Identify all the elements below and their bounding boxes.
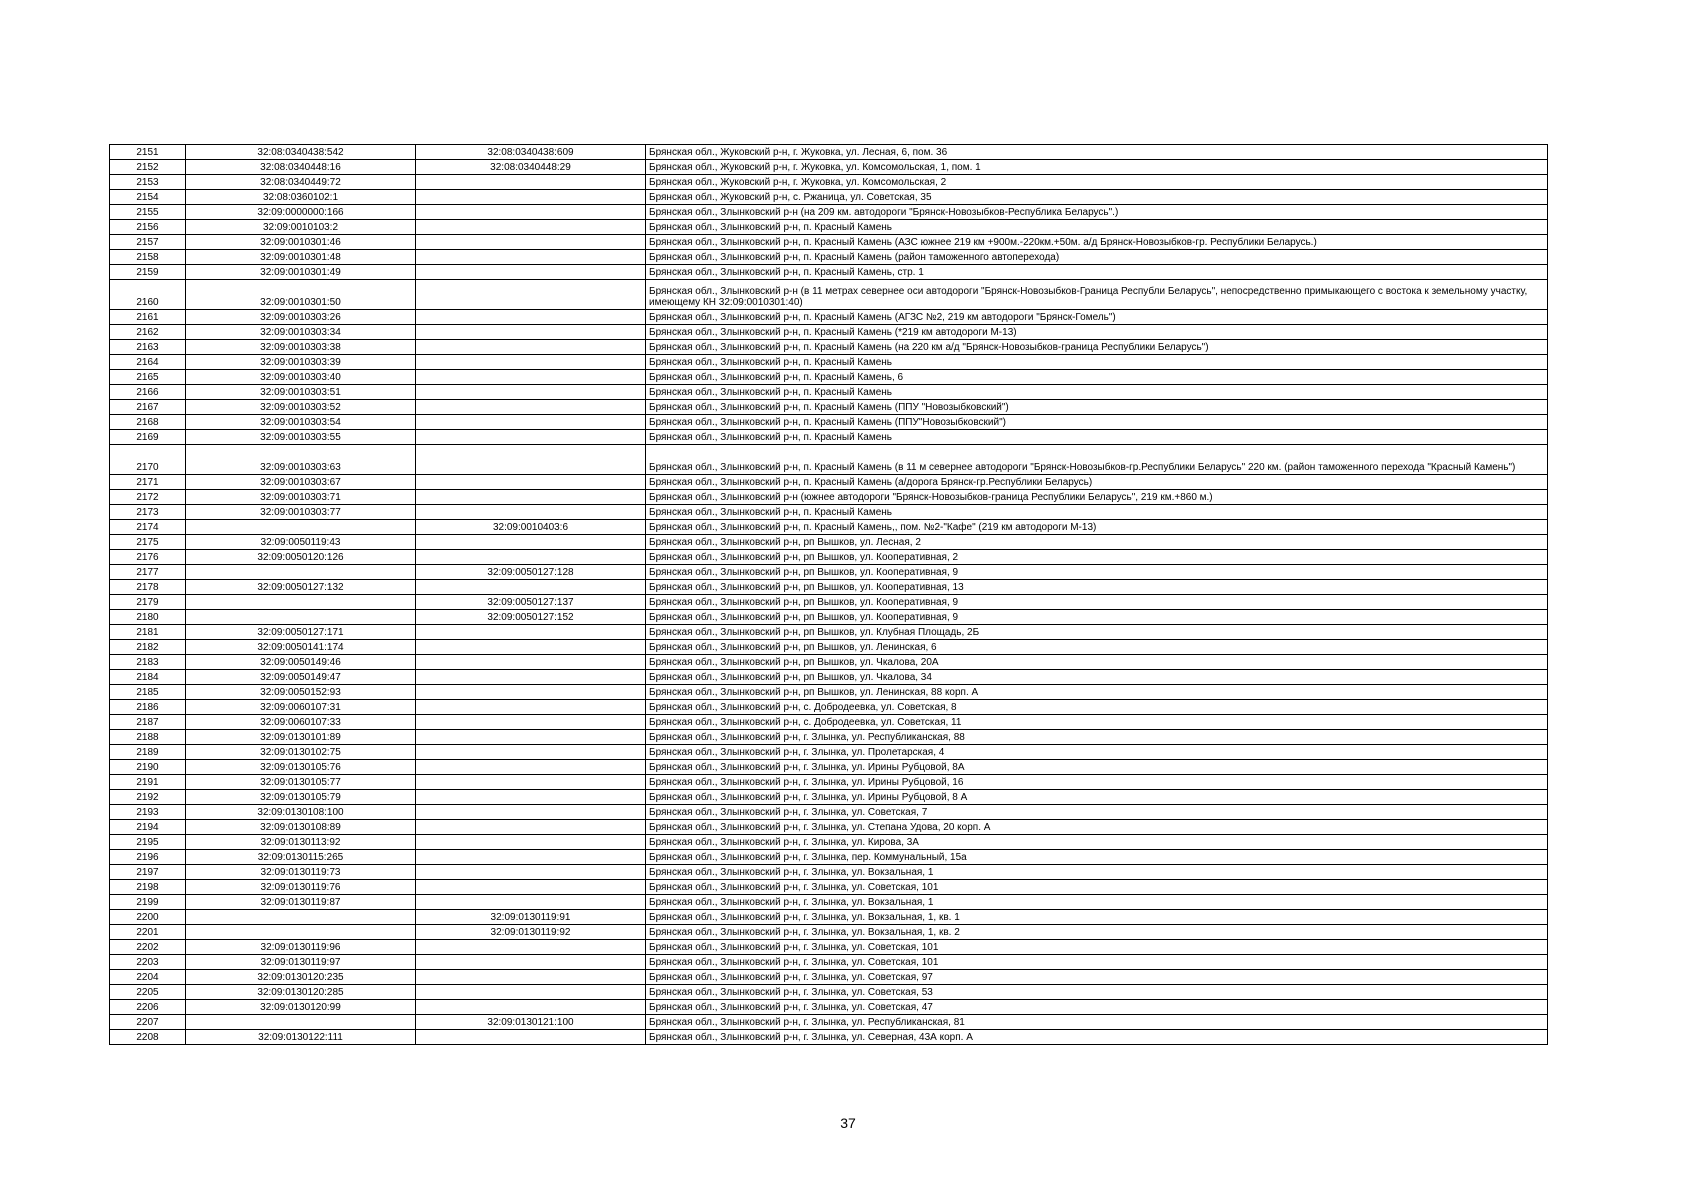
- premises-cadastral-number-cell: [416, 655, 646, 670]
- table-row: [110, 700, 1548, 715]
- address-cell: Брянская обл., Злынковский р-н, г. Злынка, пер. Коммунальный, 15а: [646, 850, 1548, 865]
- cadastral-number-cell: [186, 925, 416, 940]
- address-cell: Брянская обл., Злынковский р-н, г. Злынка, ул. Советская, 101: [646, 955, 1548, 970]
- page-number: 37: [840, 1115, 856, 1131]
- cadastral-number-cell: 32:09:0130119:96: [186, 940, 416, 955]
- cadastral-number-cell: 32:09:0130119:76: [186, 880, 416, 895]
- table-row: [110, 325, 1548, 340]
- cadastral-number-cell: 32:08:0360102:1: [186, 190, 416, 205]
- table-row: [110, 550, 1548, 565]
- cadastral-number-cell: 32:09:0050152:93: [186, 685, 416, 700]
- table-row: [110, 505, 1548, 520]
- row-number-cell: 2163: [110, 340, 186, 355]
- address-cell: Брянская обл., Злынковский р-н, рп Вышков, ул. Чкалова, 34: [646, 670, 1548, 685]
- row-number-cell: 2196: [110, 850, 186, 865]
- table-row: [110, 670, 1548, 685]
- premises-cadastral-number-cell: [416, 220, 646, 235]
- cadastral-number-cell: 32:09:0010303:55: [186, 430, 416, 445]
- cadastral-number-cell: 32:09:0060107:33: [186, 715, 416, 730]
- premises-cadastral-number-cell: [416, 385, 646, 400]
- row-number-cell: 2193: [110, 805, 186, 820]
- premises-cadastral-number-cell: [416, 415, 646, 430]
- cadastral-number-cell: 32:09:0010303:71: [186, 490, 416, 505]
- address-cell: Брянская обл., Злынковский р-н, п. Красный Камень: [646, 385, 1548, 400]
- table-row: [110, 370, 1548, 385]
- premises-cadastral-number-cell: [416, 205, 646, 220]
- premises-cadastral-number-cell: [416, 400, 646, 415]
- premises-cadastral-number-cell: [416, 805, 646, 820]
- premises-cadastral-number-cell: [416, 235, 646, 250]
- cadastral-number-cell: 32:09:0050127:171: [186, 625, 416, 640]
- cadastral-number-cell: 32:09:0010103:2: [186, 220, 416, 235]
- address-cell: Брянская обл., Злынковский р-н, п. Красный Камень, 6: [646, 370, 1548, 385]
- address-cell: Брянская обл., Злынковский р-н, рп Вышков, ул. Клубная Площадь, 2Б: [646, 625, 1548, 640]
- row-number-cell: 2182: [110, 640, 186, 655]
- premises-cadastral-number-cell: [416, 640, 646, 655]
- table-row: [110, 970, 1548, 985]
- table-row: [110, 565, 1548, 580]
- address-cell: Брянская обл., Злынковский р-н, г. Злынка, ул. Вокзальная, 1, кв. 1: [646, 910, 1548, 925]
- address-cell: Брянская обл., Злынковский р-н, п. Красный Камень (*219 км автодороги М-13): [646, 325, 1548, 340]
- address-cell: Брянская обл., Жуковский р-н, с. Ржаница, ул. Советская, 35: [646, 190, 1548, 205]
- row-number-cell: 2158: [110, 250, 186, 265]
- cadastral-number-cell: 32:09:0130108:100: [186, 805, 416, 820]
- premises-cadastral-number-cell: [416, 535, 646, 550]
- row-number-cell: 2191: [110, 775, 186, 790]
- premises-cadastral-number-cell: [416, 445, 646, 475]
- row-number-cell: 2169: [110, 430, 186, 445]
- table-row: [110, 805, 1548, 820]
- cadastral-number-cell: 32:09:0010301:48: [186, 250, 416, 265]
- row-number-cell: 2206: [110, 1000, 186, 1015]
- row-number-cell: 2183: [110, 655, 186, 670]
- cadastral-number-cell: 32:09:0050120:126: [186, 550, 416, 565]
- address-cell: Брянская обл., Жуковский р-н, г. Жуковка, ул. Комсомольская, 2: [646, 175, 1548, 190]
- address-cell: Брянская обл., Злынковский р-н, с. Добродеевка, ул. Советская, 11: [646, 715, 1548, 730]
- cadastral-number-cell: 32:09:0130120:99: [186, 1000, 416, 1015]
- cadastral-number-cell: 32:09:0010303:40: [186, 370, 416, 385]
- cadastral-number-cell: 32:09:0130101:89: [186, 730, 416, 745]
- premises-cadastral-number-cell: 32:08:0340438:609: [416, 145, 646, 160]
- address-cell: Брянская обл., Злынковский р-н, п. Красный Камень (ППУ"Новозыбковский"): [646, 415, 1548, 430]
- row-number-cell: 2188: [110, 730, 186, 745]
- row-number-cell: 2159: [110, 265, 186, 280]
- address-cell: Брянская обл., Злынковский р-н, г. Злынка, ул. Ирины Рубцовой, 16: [646, 775, 1548, 790]
- table-row: [110, 820, 1548, 835]
- cadastral-number-cell: 32:08:0340449:72: [186, 175, 416, 190]
- premises-cadastral-number-cell: [416, 880, 646, 895]
- row-number-cell: 2187: [110, 715, 186, 730]
- row-number-cell: 2178: [110, 580, 186, 595]
- table-row: [110, 145, 1548, 160]
- table-row: [110, 415, 1548, 430]
- address-cell: Брянская обл., Злынковский р-н, г. Злынка, ул. Республиканская, 88: [646, 730, 1548, 745]
- address-cell: Брянская обл., Злынковский р-н, п. Красный Камень: [646, 430, 1548, 445]
- address-cell: Брянская обл., Злынковский р-н, п. Красный Камень (АГЗС №2, 219 км автодороги "Брянск-Гомель"): [646, 310, 1548, 325]
- address-cell: Брянская обл., Злынковский р-н, г. Злынка, ул. Пролетарская, 4: [646, 745, 1548, 760]
- address-cell: Брянская обл., Злынковский р-н, рп Вышков, ул. Кооперативная, 13: [646, 580, 1548, 595]
- table-row: [110, 850, 1548, 865]
- address-cell: Брянская обл., Злынковский р-н (на 209 км. автодороги "Брянск-Новозыбков-Республика Беларусь".): [646, 205, 1548, 220]
- table-row: [110, 790, 1548, 805]
- row-number-cell: 2208: [110, 1030, 186, 1045]
- row-number-cell: 2184: [110, 670, 186, 685]
- address-cell: Брянская обл., Злынковский р-н, г. Злынка, ул. Советская, 97: [646, 970, 1548, 985]
- cadastral-number-cell: 32:09:0010303:77: [186, 505, 416, 520]
- premises-cadastral-number-cell: 32:09:0130119:92: [416, 925, 646, 940]
- cadastral-number-cell: 32:09:0130119:97: [186, 955, 416, 970]
- cadastral-number-cell: 32:09:0130120:285: [186, 985, 416, 1000]
- cadastral-number-cell: 32:09:0050149:46: [186, 655, 416, 670]
- address-cell: Брянская обл., Злынковский р-н, г. Злынка, ул. Кирова, 3А: [646, 835, 1548, 850]
- row-number-cell: 2167: [110, 400, 186, 415]
- cadastral-number-cell: 32:09:0050141:174: [186, 640, 416, 655]
- row-number-cell: 2155: [110, 205, 186, 220]
- row-number-cell: 2201: [110, 925, 186, 940]
- table-row: [110, 1000, 1548, 1015]
- cadastral-number-cell: 32:09:0010303:38: [186, 340, 416, 355]
- premises-cadastral-number-cell: [416, 820, 646, 835]
- row-number-cell: 2162: [110, 325, 186, 340]
- cadastral-number-cell: 32:09:0010303:54: [186, 415, 416, 430]
- row-number-cell: 2173: [110, 505, 186, 520]
- table-row: [110, 250, 1548, 265]
- cadastral-number-cell: 32:08:0340438:542: [186, 145, 416, 160]
- premises-cadastral-number-cell: [416, 580, 646, 595]
- address-cell: Брянская обл., Злынковский р-н, рп Вышков, ул. Чкалова, 20А: [646, 655, 1548, 670]
- table-row: [110, 760, 1548, 775]
- cadastral-number-cell: 32:09:0010303:39: [186, 355, 416, 370]
- row-number-cell: 2152: [110, 160, 186, 175]
- cadastral-number-cell: 32:09:0130115:265: [186, 850, 416, 865]
- row-number-cell: 2154: [110, 190, 186, 205]
- table-row: [110, 655, 1548, 670]
- cadastral-number-cell: 32:09:0060107:31: [186, 700, 416, 715]
- address-cell: Брянская обл., Злынковский р-н (южнее автодороги "Брянск-Новозыбков-граница Республики Беларусь", 219 км.+860 м.): [646, 490, 1548, 505]
- address-cell: Брянская обл., Злынковский р-н, п. Красный Камень, стр. 1: [646, 265, 1548, 280]
- premises-cadastral-number-cell: [416, 475, 646, 490]
- premises-cadastral-number-cell: [416, 685, 646, 700]
- row-number-cell: 2207: [110, 1015, 186, 1030]
- row-number-cell: 2153: [110, 175, 186, 190]
- cadastral-number-cell: 32:09:0010301:49: [186, 265, 416, 280]
- cadastral-number-cell: 32:09:0010303:34: [186, 325, 416, 340]
- table-row: [110, 730, 1548, 745]
- cadastral-number-cell: 32:09:0130102:75: [186, 745, 416, 760]
- table-row: [110, 430, 1548, 445]
- premises-cadastral-number-cell: [416, 550, 646, 565]
- table-row: [110, 775, 1548, 790]
- address-cell: Брянская обл., Злынковский р-н, рп Вышков, ул. Лесная, 2: [646, 535, 1548, 550]
- row-number-cell: 2151: [110, 145, 186, 160]
- cadastral-number-cell: 32:09:0010303:26: [186, 310, 416, 325]
- cadastral-number-cell: [186, 910, 416, 925]
- address-cell: Брянская обл., Злынковский р-н, г. Злынка, ул. Советская, 53: [646, 985, 1548, 1000]
- cadastral-number-cell: 32:09:0130105:77: [186, 775, 416, 790]
- cadastral-number-cell: 32:08:0340448:16: [186, 160, 416, 175]
- row-number-cell: 2176: [110, 550, 186, 565]
- address-cell: Брянская обл., Злынковский р-н, г. Злынка, ул. Ирины Рубцовой, 8А: [646, 760, 1548, 775]
- table-row: [110, 715, 1548, 730]
- row-number-cell: 2172: [110, 490, 186, 505]
- address-cell: Брянская обл., Злынковский р-н, рп Вышков, ул. Ленинская, 88 корп. А: [646, 685, 1548, 700]
- row-number-cell: 2202: [110, 940, 186, 955]
- address-cell: Брянская обл., Злынковский р-н, с. Добродеевка, ул. Советская, 8: [646, 700, 1548, 715]
- row-number-cell: 2192: [110, 790, 186, 805]
- premises-cadastral-number-cell: 32:09:0050127:128: [416, 565, 646, 580]
- address-cell: Брянская обл., Жуковский р-н, г. Жуковка, ул. Лесная, 6, пом. 36: [646, 145, 1548, 160]
- row-number-cell: 2164: [110, 355, 186, 370]
- address-cell: Брянская обл., Злынковский р-н, г. Злынка, ул. Северная, 43А корп. А: [646, 1030, 1548, 1045]
- row-number-cell: 2177: [110, 565, 186, 580]
- table-row: [110, 595, 1548, 610]
- table-row: [110, 475, 1548, 490]
- cadastral-register-table: [109, 144, 1548, 1045]
- row-number-cell: 2203: [110, 955, 186, 970]
- premises-cadastral-number-cell: 32:09:0130119:91: [416, 910, 646, 925]
- premises-cadastral-number-cell: [416, 895, 646, 910]
- address-cell: Брянская обл., Злынковский р-н, г. Злынка, ул. Советская, 101: [646, 880, 1548, 895]
- table-row: [110, 985, 1548, 1000]
- table-row: [110, 535, 1548, 550]
- row-number-cell: 2190: [110, 760, 186, 775]
- premises-cadastral-number-cell: [416, 190, 646, 205]
- address-cell: Брянская обл., Злынковский р-н, г. Злынка, ул. Советская, 47: [646, 1000, 1548, 1015]
- table-row: [110, 520, 1548, 535]
- address-cell: Брянская обл., Злынковский р-н, г. Злынка, ул. Вокзальная, 1: [646, 865, 1548, 880]
- row-number-cell: 2157: [110, 235, 186, 250]
- cadastral-number-cell: 32:09:0130119:87: [186, 895, 416, 910]
- row-number-cell: 2174: [110, 520, 186, 535]
- row-number-cell: 2185: [110, 685, 186, 700]
- address-cell: Брянская обл., Злынковский р-н, рп Вышков, ул. Кооперативная, 9: [646, 595, 1548, 610]
- premises-cadastral-number-cell: 32:09:0130121:100: [416, 1015, 646, 1030]
- row-number-cell: 2181: [110, 625, 186, 640]
- table-row: [110, 865, 1548, 880]
- table-row: [110, 385, 1548, 400]
- table-row: [110, 235, 1548, 250]
- premises-cadastral-number-cell: 32:08:0340448:29: [416, 160, 646, 175]
- row-number-cell: 2194: [110, 820, 186, 835]
- premises-cadastral-number-cell: [416, 775, 646, 790]
- premises-cadastral-number-cell: 32:09:0010403:6: [416, 520, 646, 535]
- premises-cadastral-number-cell: [416, 625, 646, 640]
- row-number-cell: 2161: [110, 310, 186, 325]
- cadastral-number-cell: 32:09:0130113:92: [186, 835, 416, 850]
- cadastral-number-cell: [186, 610, 416, 625]
- table-row: [110, 640, 1548, 655]
- cadastral-number-cell: 32:09:0010303:51: [186, 385, 416, 400]
- cadastral-number-cell: 32:09:0130108:89: [186, 820, 416, 835]
- address-cell: Брянская обл., Злынковский р-н, рп Вышков, ул. Ленинская, 6: [646, 640, 1548, 655]
- address-cell: Брянская обл., Злынковский р-н, г. Злынка, ул. Советская, 7: [646, 805, 1548, 820]
- cadastral-number-cell: 32:09:0050149:47: [186, 670, 416, 685]
- cadastral-number-cell: [186, 1015, 416, 1030]
- cadastral-number-cell: 32:09:0130122:111: [186, 1030, 416, 1045]
- premises-cadastral-number-cell: [416, 865, 646, 880]
- table-row: [110, 685, 1548, 700]
- premises-cadastral-number-cell: [416, 700, 646, 715]
- row-number-cell: 2165: [110, 370, 186, 385]
- row-number-cell: 2180: [110, 610, 186, 625]
- address-cell: Брянская обл., Злынковский р-н, п. Красный Камень (в 11 м севернее автодороги "Брянск-Новозыбков-гр.Республики Беларусь" 220 км. (район таможенного перехода "Красный Камень"): [646, 445, 1548, 475]
- premises-cadastral-number-cell: [416, 715, 646, 730]
- row-number-cell: 2186: [110, 700, 186, 715]
- premises-cadastral-number-cell: [416, 745, 646, 760]
- premises-cadastral-number-cell: [416, 760, 646, 775]
- table-row: [110, 490, 1548, 505]
- table-row: [110, 265, 1548, 280]
- cadastral-number-cell: 32:09:0010303:63: [186, 445, 416, 475]
- row-number-cell: 2205: [110, 985, 186, 1000]
- cadastral-number-cell: 32:09:0000000:166: [186, 205, 416, 220]
- address-cell: Брянская обл., Злынковский р-н, п. Красный Камень (АЗС южнее 219 км +900м.-220км.+50м. а/д Брянск-Новозыбков-гр. Республики Беларусь.): [646, 235, 1548, 250]
- table-row: [110, 280, 1548, 310]
- cadastral-number-cell: 32:09:0130119:73: [186, 865, 416, 880]
- premises-cadastral-number-cell: 32:09:0050127:137: [416, 595, 646, 610]
- cadastral-number-cell: [186, 520, 416, 535]
- table-row: [110, 445, 1548, 475]
- cadastral-number-cell: 32:09:0050127:132: [186, 580, 416, 595]
- premises-cadastral-number-cell: [416, 955, 646, 970]
- premises-cadastral-number-cell: [416, 670, 646, 685]
- address-cell: Брянская обл., Злынковский р-н, п. Красный Камень (на 220 км а/д "Брянск-Новозыбков-граница Республики Беларусь"): [646, 340, 1548, 355]
- premises-cadastral-number-cell: [416, 940, 646, 955]
- premises-cadastral-number-cell: [416, 850, 646, 865]
- row-number-cell: 2160: [110, 280, 186, 310]
- cadastral-number-cell: 32:09:0130105:79: [186, 790, 416, 805]
- row-number-cell: 2179: [110, 595, 186, 610]
- address-cell: Брянская обл., Злынковский р-н, г. Злынка, ул. Вокзальная, 1, кв. 2: [646, 925, 1548, 940]
- premises-cadastral-number-cell: [416, 1000, 646, 1015]
- cadastral-number-cell: 32:09:0050119:43: [186, 535, 416, 550]
- premises-cadastral-number-cell: 32:09:0050127:152: [416, 610, 646, 625]
- address-cell: Брянская обл., Злынковский р-н, г. Злынка, ул. Советская, 101: [646, 940, 1548, 955]
- cadastral-number-cell: 32:09:0130105:76: [186, 760, 416, 775]
- table-row: [110, 190, 1548, 205]
- table-row: [110, 340, 1548, 355]
- row-number-cell: 2156: [110, 220, 186, 235]
- row-number-cell: 2200: [110, 910, 186, 925]
- table-row: [110, 220, 1548, 235]
- cadastral-number-cell: 32:09:0010301:46: [186, 235, 416, 250]
- cadastral-number-cell: 32:09:0130120:235: [186, 970, 416, 985]
- address-cell: Брянская обл., Злынковский р-н, г. Злынка, ул. Степана Удова, 20 корп. А: [646, 820, 1548, 835]
- row-number-cell: 2198: [110, 880, 186, 895]
- premises-cadastral-number-cell: [416, 835, 646, 850]
- address-cell: Брянская обл., Злынковский р-н, г. Злынка, ул. Ирины Рубцовой, 8 А: [646, 790, 1548, 805]
- premises-cadastral-number-cell: [416, 1030, 646, 1045]
- table-row: [110, 205, 1548, 220]
- table-row: [110, 910, 1548, 925]
- address-cell: Брянская обл., Злынковский р-н (в 11 метрах севернее оси автодороги "Брянск-Новозыбков-Граница Республи Беларусь", непосредственно примыкающего с востока к земельному участку, имеющему КН 32:09:0010301:40): [646, 280, 1548, 310]
- row-number-cell: 2171: [110, 475, 186, 490]
- row-number-cell: 2204: [110, 970, 186, 985]
- address-cell: Брянская обл., Злынковский р-н, рп Вышков, ул. Кооперативная, 9: [646, 610, 1548, 625]
- premises-cadastral-number-cell: [416, 175, 646, 190]
- cadastral-number-cell: [186, 565, 416, 580]
- table-row: [110, 400, 1548, 415]
- premises-cadastral-number-cell: [416, 325, 646, 340]
- premises-cadastral-number-cell: [416, 265, 646, 280]
- row-number-cell: 2199: [110, 895, 186, 910]
- premises-cadastral-number-cell: [416, 355, 646, 370]
- row-number-cell: 2195: [110, 835, 186, 850]
- address-cell: Брянская обл., Злынковский р-н, рп Вышков, ул. Кооперативная, 2: [646, 550, 1548, 565]
- table-row: [110, 160, 1548, 175]
- address-cell: Брянская обл., Злынковский р-н, п. Красный Камень: [646, 220, 1548, 235]
- premises-cadastral-number-cell: [416, 730, 646, 745]
- address-cell: Брянская обл., Злынковский р-н, п. Красный Камень (ППУ "Новозыбковский"): [646, 400, 1548, 415]
- row-number-cell: 2189: [110, 745, 186, 760]
- table-row: [110, 175, 1548, 190]
- table-row: [110, 355, 1548, 370]
- premises-cadastral-number-cell: [416, 430, 646, 445]
- cadastral-number-cell: 32:09:0010301:50: [186, 280, 416, 310]
- premises-cadastral-number-cell: [416, 340, 646, 355]
- table-body: [110, 145, 1548, 1045]
- cadastral-number-cell: [186, 595, 416, 610]
- premises-cadastral-number-cell: [416, 280, 646, 310]
- row-number-cell: 2168: [110, 415, 186, 430]
- table-row: [110, 625, 1548, 640]
- address-cell: Брянская обл., Жуковский р-н, г. Жуковка, ул. Комсомольская, 1, пом. 1: [646, 160, 1548, 175]
- premises-cadastral-number-cell: [416, 490, 646, 505]
- table-row: [110, 880, 1548, 895]
- address-cell: Брянская обл., Злынковский р-н, п. Красный Камень (а/дорога Брянск-гр.Республики Беларусь): [646, 475, 1548, 490]
- table-row: [110, 580, 1548, 595]
- address-cell: Брянская обл., Злынковский р-н, п. Красный Камень: [646, 355, 1548, 370]
- premises-cadastral-number-cell: [416, 790, 646, 805]
- premises-cadastral-number-cell: [416, 310, 646, 325]
- address-cell: Брянская обл., Злынковский р-н, рп Вышков, ул. Кооперативная, 9: [646, 565, 1548, 580]
- row-number-cell: 2197: [110, 865, 186, 880]
- premises-cadastral-number-cell: [416, 370, 646, 385]
- table-row: [110, 940, 1548, 955]
- cadastral-number-cell: 32:09:0010303:67: [186, 475, 416, 490]
- premises-cadastral-number-cell: [416, 970, 646, 985]
- table-row: [110, 610, 1548, 625]
- table-row: [110, 835, 1548, 850]
- address-cell: Брянская обл., Злынковский р-н, п. Красный Камень,, пом. №2-"Кафе" (219 км автодороги М-13): [646, 520, 1548, 535]
- cadastral-number-cell: 32:09:0010303:52: [186, 400, 416, 415]
- row-number-cell: 2166: [110, 385, 186, 400]
- table-row: [110, 895, 1548, 910]
- table-row: [110, 310, 1548, 325]
- address-cell: Брянская обл., Злынковский р-н, г. Злынка, ул. Республиканская, 81: [646, 1015, 1548, 1030]
- table-row: [110, 745, 1548, 760]
- address-cell: Брянская обл., Злынковский р-н, п. Красный Камень (район таможенного автоперехода): [646, 250, 1548, 265]
- row-number-cell: 2170: [110, 445, 186, 475]
- premises-cadastral-number-cell: [416, 985, 646, 1000]
- table-row: [110, 1030, 1548, 1045]
- row-number-cell: 2175: [110, 535, 186, 550]
- table-row: [110, 955, 1548, 970]
- premises-cadastral-number-cell: [416, 250, 646, 265]
- premises-cadastral-number-cell: [416, 505, 646, 520]
- table-row: [110, 925, 1548, 940]
- address-cell: Брянская обл., Злынковский р-н, г. Злынка, ул. Вокзальная, 1: [646, 895, 1548, 910]
- address-cell: Брянская обл., Злынковский р-н, п. Красный Камень: [646, 505, 1548, 520]
- table-row: [110, 1015, 1548, 1030]
